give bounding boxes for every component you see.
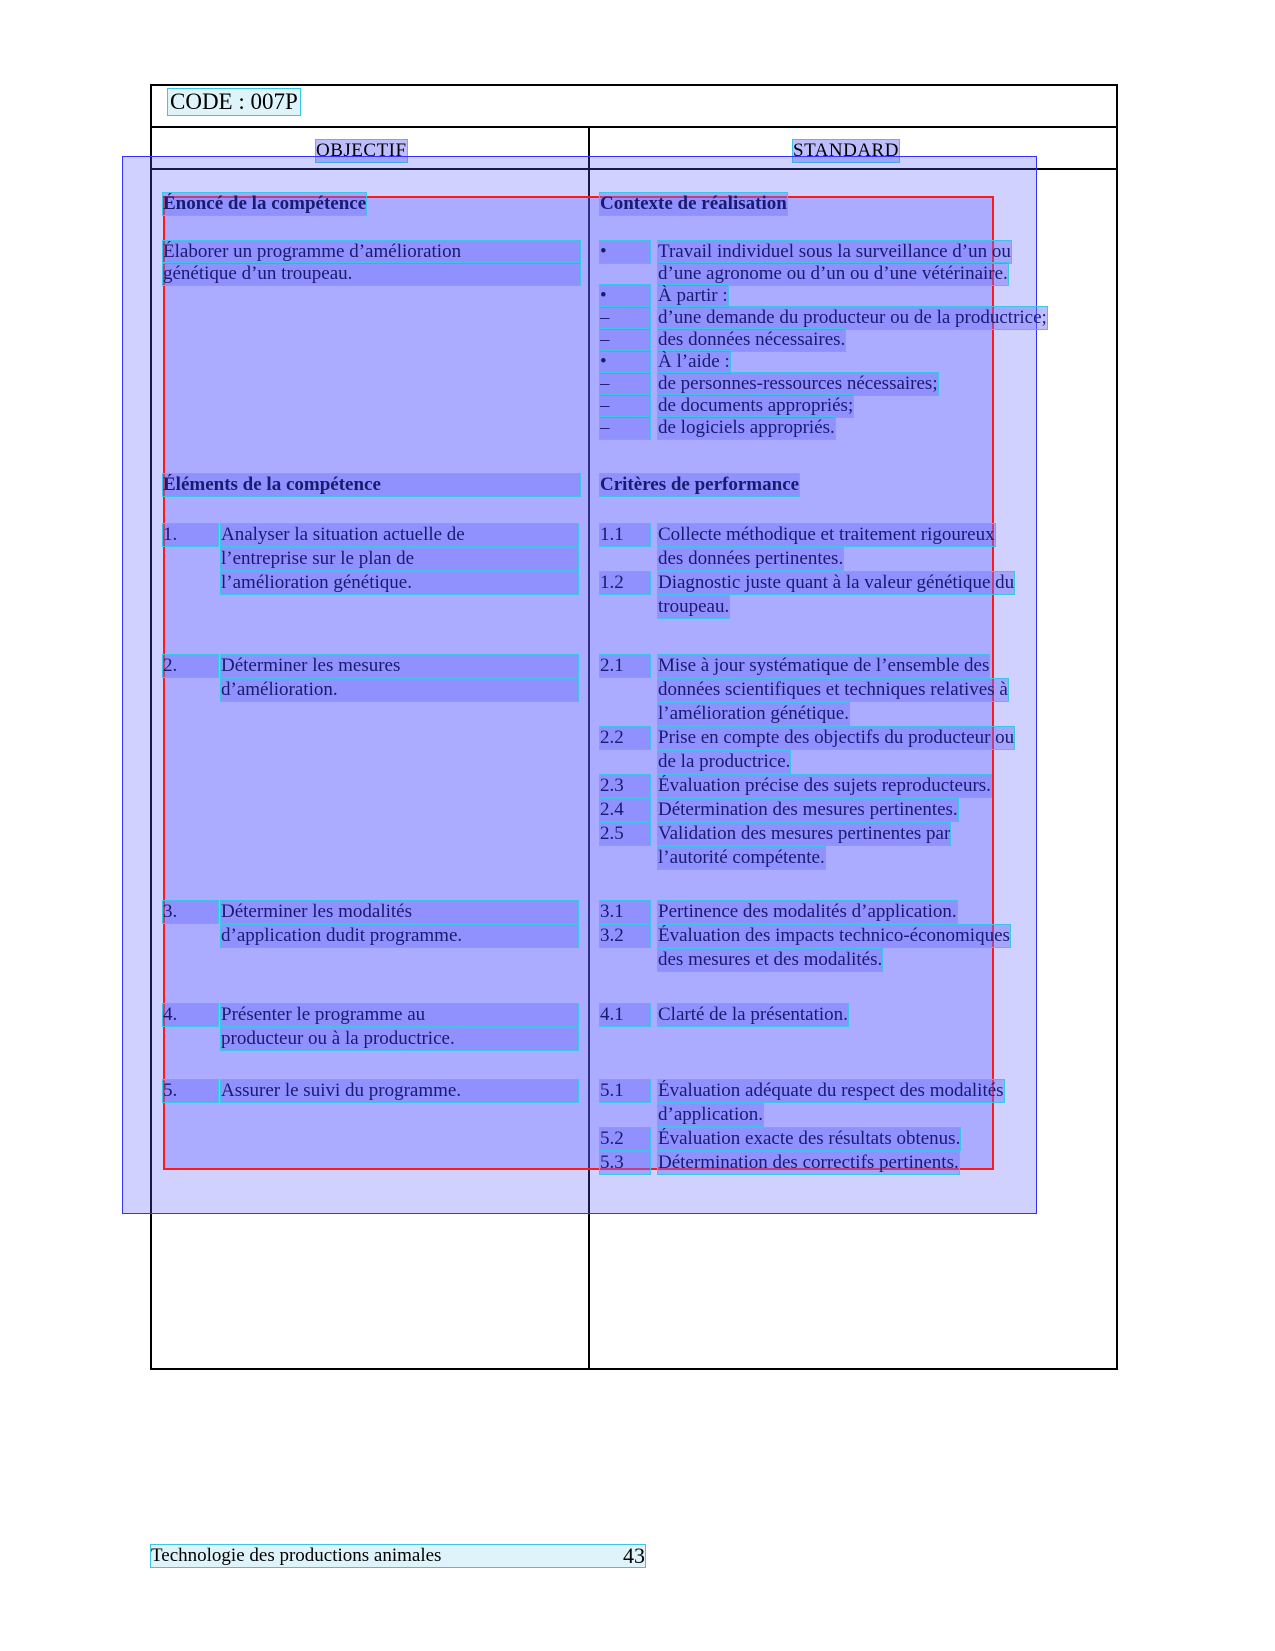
critere-number: 3.1 [600, 901, 650, 923]
elements-heading: Éléments de la compétence [163, 474, 580, 496]
critere-line: Prise en compte des objectifs du producteur ou [658, 727, 1015, 748]
code-row [152, 86, 1116, 128]
contexte-bullet: – [600, 307, 650, 329]
enonce-line: génétique d’un troupeau. [163, 263, 580, 285]
critere-line: Évaluation adéquate du respect des modalités [658, 1080, 1004, 1101]
critere-line: Clarté de la présentation. [658, 1004, 848, 1025]
critere-number: 5.1 [600, 1080, 650, 1102]
element-line: d’application dudit programme. [221, 925, 578, 947]
contexte-item: des données nécessaires. [658, 329, 846, 350]
element-number: 2. [163, 655, 218, 677]
element-number: 1. [163, 524, 218, 546]
critere-number: 1.1 [600, 524, 650, 546]
enonce-heading: Énoncé de la compétence [163, 193, 367, 214]
footer-title: Technologie des productions animales [151, 1545, 442, 1566]
contexte-item: À partir : [658, 285, 728, 306]
contexte-item: Travail individuel sous la surveillance d’un ou [658, 241, 1011, 262]
element-number: 5. [163, 1080, 218, 1102]
critere-number: 3.2 [600, 925, 650, 947]
contexte-bullet: • [600, 241, 650, 263]
contexte-item: de documents appropriés; [658, 395, 854, 416]
critere-line: Collecte méthodique et traitement rigoureux [658, 524, 995, 545]
enonce-line: Élaborer un programme d’amélioration [163, 241, 580, 263]
contexte-item: d’une agronome ou d’un ou d’une vétérinaire. [658, 263, 1008, 284]
critere-number: 2.5 [600, 823, 650, 845]
element-line: Déterminer les modalités [221, 901, 578, 923]
element-line: Présenter le programme au [221, 1004, 578, 1026]
critere-line: Pertinence des modalités d’application. [658, 901, 957, 922]
element-line: producteur ou à la productrice. [221, 1028, 578, 1050]
critere-line: Évaluation exacte des résultats obtenus. [658, 1128, 961, 1149]
element-number: 4. [163, 1004, 218, 1026]
critere-line: Évaluation précise des sujets reproducteurs. [658, 775, 991, 796]
contexte-bullet: • [600, 351, 650, 373]
contexte-item: de personnes-ressources nécessaires; [658, 373, 938, 394]
contexte-bullet: – [600, 373, 650, 395]
element-line: Assurer le suivi du programme. [221, 1080, 578, 1102]
page-number: 43 [623, 1543, 645, 1568]
critere-line: d’application. [658, 1104, 763, 1125]
critere-line: Évaluation des impacts technico-économiques [658, 925, 1010, 946]
code-label: CODE : 007P [167, 88, 301, 116]
critere-number: 2.2 [600, 727, 650, 749]
contexte-heading: Contexte de réalisation [600, 193, 787, 214]
element-line: Analyser la situation actuelle de [221, 524, 578, 546]
element-line: l’amélioration génétique. [221, 572, 578, 594]
critere-number: 2.3 [600, 775, 650, 797]
critere-line: troupeau. [658, 596, 730, 617]
critere-line: Mise à jour systématique de l’ensemble des [658, 655, 990, 676]
critere-line: Validation des mesures pertinentes par [658, 823, 951, 844]
element-line: l’entreprise sur le plan de [221, 548, 578, 570]
critere-number: 5.2 [600, 1128, 650, 1150]
critere-line: des mesures et des modalités. [658, 949, 883, 970]
critere-number: 5.3 [600, 1152, 650, 1174]
critere-line: données scientifiques et techniques relatives à [658, 679, 1008, 700]
contexte-bullet: – [600, 329, 650, 351]
contexte-bullet: – [600, 395, 650, 417]
criteres-heading: Critères de performance [600, 474, 800, 495]
column-header-standard: STANDARD [793, 140, 899, 161]
critere-line: l’amélioration génétique. [658, 703, 849, 724]
critere-line: des données pertinentes. [658, 548, 844, 569]
critere-number: 1.2 [600, 572, 650, 594]
contexte-item: À l’aide : [658, 351, 730, 372]
element-line: d’amélioration. [221, 679, 578, 701]
critere-line: l’autorité compétente. [658, 847, 825, 868]
critere-line: Détermination des mesures pertinentes. [658, 799, 958, 820]
critere-number: 2.4 [600, 799, 650, 821]
element-line: Déterminer les mesures [221, 655, 578, 677]
contexte-item: de logiciels appropriés. [658, 417, 835, 438]
critere-number: 2.1 [600, 655, 650, 677]
critere-line: Détermination des correctifs pertinents. [658, 1152, 959, 1173]
column-header-objectif: OBJECTIF [316, 140, 407, 161]
page-footer [150, 1544, 646, 1568]
contexte-bullet: – [600, 417, 650, 439]
critere-line: Diagnostic juste quant à la valeur génétique du [658, 572, 1015, 593]
contexte-bullet: • [600, 285, 650, 307]
element-number: 3. [163, 901, 218, 923]
contexte-item: d’une demande du producteur ou de la productrice; [658, 307, 1047, 328]
critere-number: 4.1 [600, 1004, 650, 1026]
critere-line: de la productrice. [658, 751, 791, 772]
